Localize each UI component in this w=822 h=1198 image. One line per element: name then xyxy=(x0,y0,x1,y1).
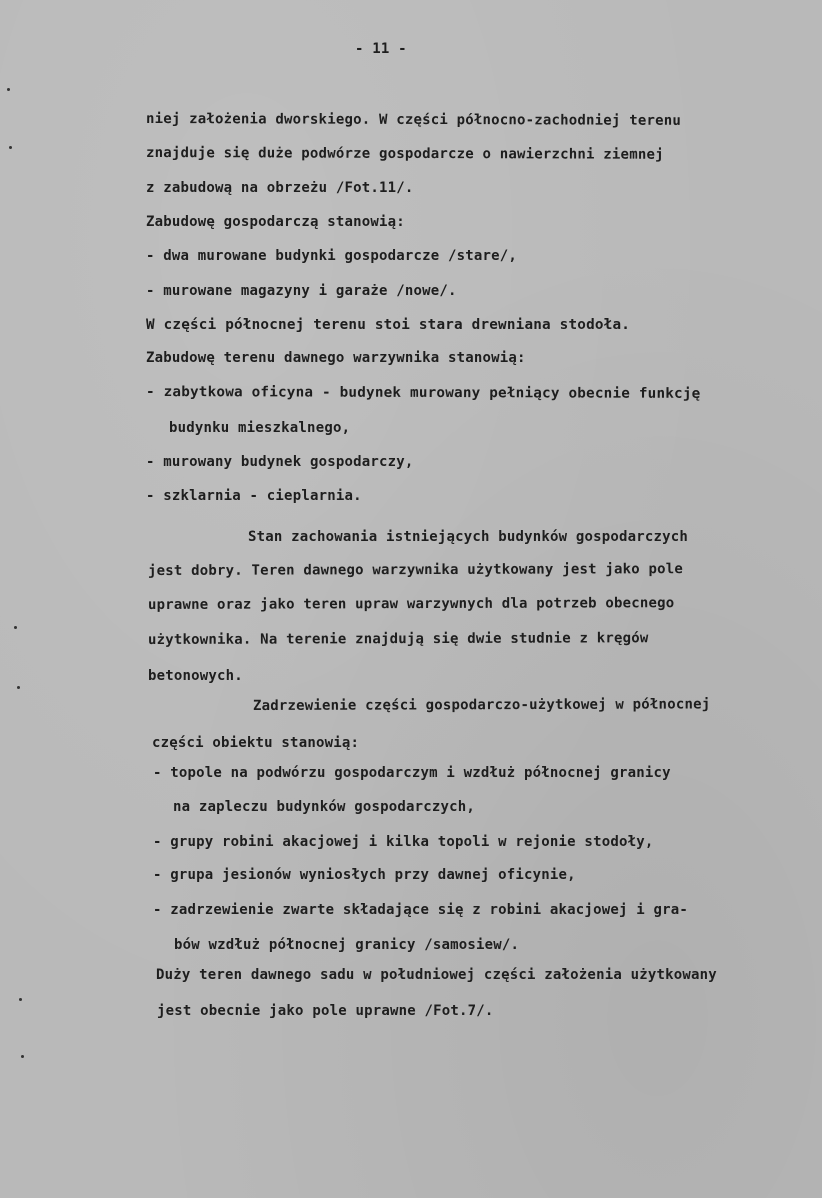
paper-speck xyxy=(7,88,10,91)
text-line: - dwa murowane budynki gospodarcze /stare/, xyxy=(146,248,518,264)
text-line: - zabytkowa oficyna - budynek murowany pełniący obecnie funkcję xyxy=(145,384,701,402)
text-line: jest obecnie jako pole uprawne /Fot.7/. xyxy=(157,1003,494,1019)
text-line: - zadrzewienie zwarte składające się z robini akacjowej i gra- xyxy=(153,902,688,918)
page-number: - 11 - xyxy=(355,41,407,57)
text-line: niej założenia dworskiego. W części północno-zachodniej terenu xyxy=(145,111,682,129)
text-line: na zapleczu budynków gospodarczych, xyxy=(173,799,476,815)
text-line: jest dobry. Teren dawnego warzywnika użytkowany jest jako pole xyxy=(147,561,684,579)
paper-speck xyxy=(19,998,22,1001)
text-line: z zabudową na obrzeżu /Fot.11/. xyxy=(146,180,414,196)
text-line: - murowany budynek gospodarczy, xyxy=(146,454,414,470)
text-line: Zabudowę gospodarczą stanowią: xyxy=(146,214,405,230)
text-line: znajduje się duże podwórze gospodarcze o nawierzchni ziemnej xyxy=(145,145,664,163)
text-line: - topole na podwórzu gospodarczym i wzdłuż północnej granicy xyxy=(153,765,671,781)
paper-speck xyxy=(14,626,17,629)
text-line: betonowych. xyxy=(148,668,243,684)
text-line: budynku mieszkalnego, xyxy=(169,420,351,436)
text-line: - grupa jesionów wyniosłych przy dawnej oficynie, xyxy=(153,867,576,883)
text-line: bów wzdłuż północnej granicy /samosiew/. xyxy=(174,937,520,953)
text-line: uprawne oraz jako teren upraw warzywnych dla potrzeb obecnego xyxy=(147,595,675,613)
text-line: Zabudowę terenu dawnego warzywnika stanowią: xyxy=(146,350,526,366)
text-line: Stan zachowania istniejących budynków gospodarczych xyxy=(248,529,689,545)
paper-speck xyxy=(9,146,12,149)
text-line: użytkownika. Na terenie znajdują się dwie studnie z kręgów xyxy=(147,630,649,648)
text-line: Zadrzewienie części gospodarczo-użytkowej w północnej xyxy=(252,696,711,714)
text-line: W części północnej terenu stoi stara drewniana stodoła. xyxy=(146,317,631,333)
text-line: - grupy robini akacjowej i kilka topoli w rejonie stodoły, xyxy=(153,834,654,850)
text-line: Duży teren dawnego sadu w południowej części założenia użytkowany xyxy=(156,967,717,983)
text-line: części obiektu stanowią: xyxy=(152,735,360,751)
text-line: - murowane magazyny i garaże /nowe/. xyxy=(146,283,457,299)
paper-speck xyxy=(21,1055,24,1058)
paper-speck xyxy=(17,686,20,689)
text-line: - szklarnia - cieplarnia. xyxy=(146,488,362,504)
